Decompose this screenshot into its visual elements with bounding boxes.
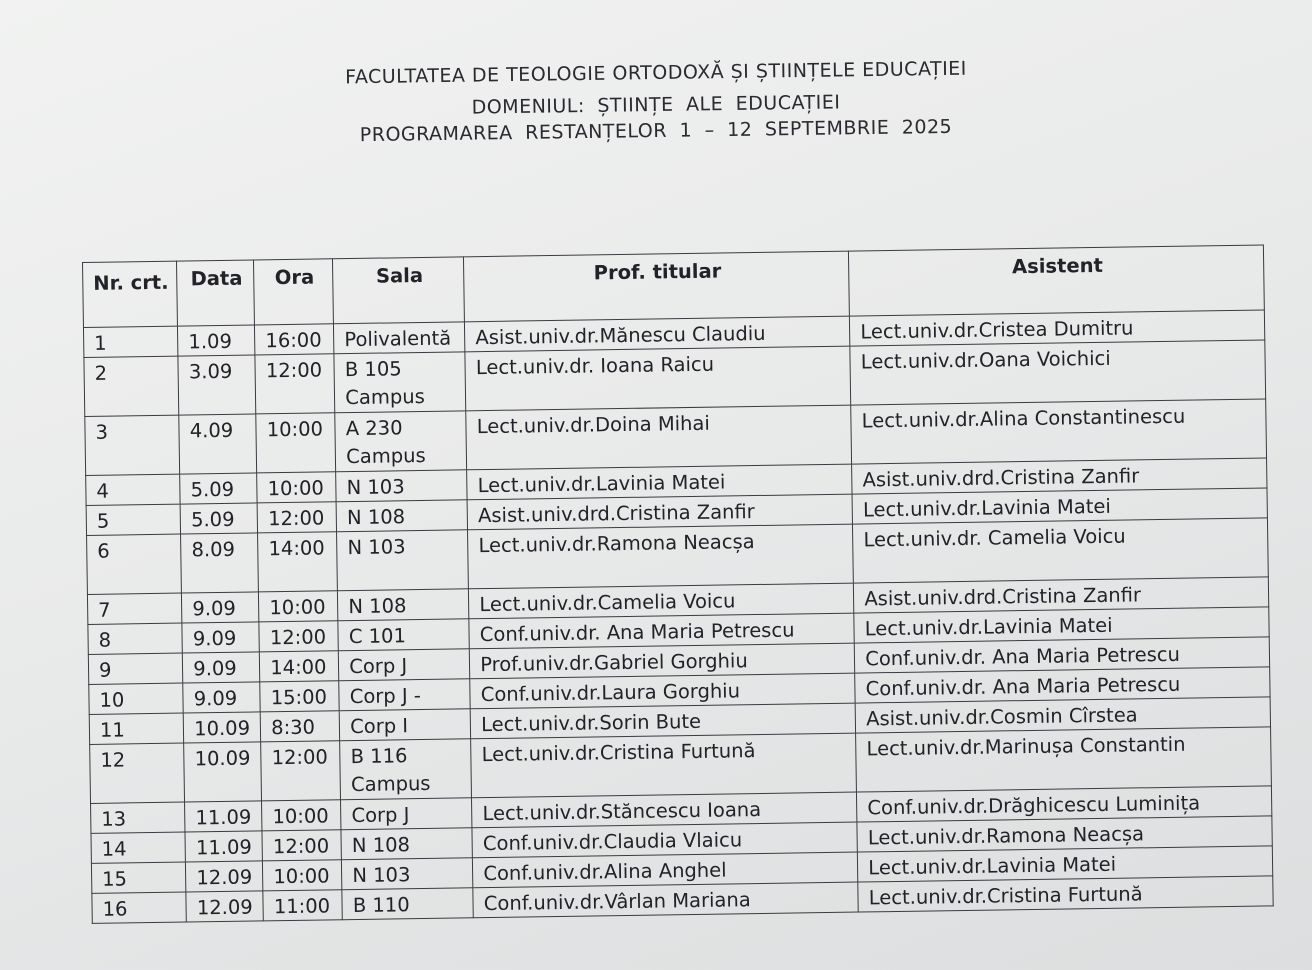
row-number: 13: [91, 802, 186, 833]
row-time: 10:00: [262, 800, 341, 831]
row-number: 5: [86, 504, 181, 535]
row-time: 10:00: [257, 472, 336, 503]
row-room: A 230 Campus: [335, 411, 467, 472]
row-assistant: Lect.univ.dr.Oana Voichici: [850, 340, 1266, 405]
row-time: 14:00: [258, 532, 338, 592]
schedule-table-container: [82, 244, 1274, 923]
row-assistant: Lect.univ.dr.Alina Constantinescu: [851, 399, 1267, 464]
row-number: 9: [88, 653, 183, 684]
row-time: 12:00: [255, 354, 335, 414]
row-time: 10:00: [263, 860, 342, 891]
row-time: 12:00: [257, 502, 336, 533]
row-assistant: Lect.univ.dr.Ramona Neacșa: [857, 816, 1272, 852]
row-assistant: Conf.univ.dr. Ana Maria Petrescu: [855, 637, 1270, 673]
row-professor: Conf.univ.dr.Alina Anghel: [473, 852, 858, 888]
row-time: 10:00: [256, 413, 336, 473]
row-date: 10.09: [183, 712, 260, 743]
schedule-table: [82, 244, 1274, 923]
row-room: N 108: [341, 828, 472, 860]
row-date: 11.09: [185, 801, 262, 832]
row-room: N 103: [336, 470, 467, 502]
row-date: 9.09: [183, 652, 260, 683]
row-professor: Conf.univ.dr.Laura Gorghiu: [470, 673, 855, 709]
row-professor: Lect.univ.dr.Sorin Bute: [470, 703, 855, 739]
row-assistant: Asist.univ.drd.Cristina Zanfir: [854, 577, 1269, 613]
row-date: 12.09: [186, 891, 263, 922]
row-room: B 105 Campus: [334, 352, 466, 413]
row-number: 4: [86, 474, 181, 505]
row-time: 11:00: [263, 890, 342, 921]
row-professor: Conf.univ.dr.Claudia Vlaicu: [472, 822, 857, 858]
row-assistant: Conf.univ.dr.Drăghicescu Luminița: [857, 786, 1272, 822]
column-header-ora: Ora: [254, 259, 334, 325]
row-date: 5.09: [180, 503, 257, 534]
row-professor: Lect.univ.dr.Camelia Voicu: [469, 583, 854, 619]
row-assistant: Lect.univ.dr.Lavinia Matei: [852, 488, 1267, 524]
row-number: 7: [87, 593, 182, 624]
column-header-prof-titular: Prof. titular: [464, 251, 850, 322]
row-time: 12:00: [259, 621, 338, 652]
row-assistant: Asist.univ.dr.Cosmin Cîrstea: [855, 697, 1270, 733]
row-room: B 110: [342, 888, 473, 920]
row-number: 15: [91, 862, 186, 893]
column-header-sala: Sala: [333, 257, 465, 324]
row-assistant: Asist.univ.drd.Cristina Zanfir: [852, 458, 1267, 494]
row-professor: Lect.univ.dr. Ioana Raicu: [465, 346, 851, 411]
row-assistant: Lect.univ.dr.Cristina Furtună: [858, 876, 1273, 912]
column-header-data: Data: [177, 260, 255, 326]
row-professor: Lect.univ.dr.Cristina Furtună: [471, 733, 857, 798]
row-date: 12.09: [186, 861, 263, 892]
row-professor: Conf.univ.dr. Ana Maria Petrescu: [469, 613, 854, 649]
row-professor: Conf.univ.dr.Vârlan Mariana: [473, 882, 858, 918]
row-assistant: Conf.univ.dr. Ana Maria Petrescu: [855, 667, 1270, 703]
row-date: 5.09: [180, 473, 257, 504]
row-room: N 103: [337, 530, 469, 591]
schedule-title: PROGRAMAREA RESTANȚELOR 1 – 12 SEPTEMBRIE 2025: [359, 115, 953, 147]
row-number: 8: [88, 623, 183, 654]
row-assistant: Lect.univ.dr. Camelia Voicu: [853, 518, 1269, 583]
row-date: 10.09: [184, 742, 262, 802]
row-number: 3: [85, 415, 180, 475]
row-room: N 108: [338, 589, 469, 621]
row-assistant: Lect.univ.dr.Cristea Dumitru: [850, 310, 1265, 346]
row-number: 2: [84, 356, 179, 416]
row-time: 12:00: [262, 830, 341, 861]
row-number: 10: [89, 683, 184, 714]
row-assistant: Lect.univ.dr.Marinușa Constantin: [856, 727, 1272, 792]
row-professor: Lect.univ.dr.Doina Mihai: [466, 405, 852, 470]
table-body: [83, 310, 1273, 923]
row-time: 12:00: [261, 741, 341, 801]
row-number: 12: [90, 743, 185, 803]
row-date: 1.09: [178, 325, 255, 356]
domain-title: DOMENIUL: ȘTIINȚE ALE EDUCAȚIEI: [471, 91, 841, 119]
row-date: 3.09: [178, 355, 256, 415]
row-time: 10:00: [259, 591, 338, 622]
row-date: 9.09: [182, 592, 259, 623]
row-room: Corp J: [341, 798, 472, 830]
row-date: 9.09: [182, 622, 259, 653]
row-room: Corp J: [339, 649, 470, 681]
row-room: Polivalentă: [334, 322, 465, 354]
row-date: 4.09: [179, 414, 257, 474]
row-professor: Lect.univ.dr.Lavinia Matei: [467, 464, 852, 500]
row-number: 14: [91, 832, 186, 863]
row-professor: Prof.univ.dr.Gabriel Gorghiu: [470, 643, 855, 679]
row-number: 1: [83, 326, 178, 357]
row-assistant: Lect.univ.dr.Lavinia Matei: [858, 846, 1273, 882]
row-room: Corp I: [339, 709, 470, 741]
row-time: 14:00: [260, 651, 339, 682]
row-time: 15:00: [260, 681, 339, 712]
row-number: 16: [92, 892, 187, 923]
row-date: 8.09: [181, 533, 259, 593]
row-professor: Asist.univ.dr.Mănescu Claudiu: [465, 316, 850, 352]
column-header-asistent: Asistent: [849, 245, 1265, 316]
row-room: Corp J -: [339, 679, 470, 711]
row-date: 11.09: [185, 831, 262, 862]
faculty-title: FACULTATEA DE TEOLOGIE ORTODOXĂ ȘI ȘTIINȚELE EDUCAȚIEI: [345, 57, 967, 89]
row-room: N 108: [336, 500, 467, 532]
row-time: 8:30: [260, 711, 339, 742]
row-room: N 103: [342, 858, 473, 890]
row-date: 9.09: [183, 682, 260, 713]
row-professor: Lect.univ.dr.Stăncescu Ioana: [472, 792, 857, 828]
row-room: C 101: [338, 619, 469, 651]
row-time: 16:00: [255, 324, 334, 355]
column-header-nr: Nr. crt.: [83, 261, 178, 327]
row-professor: Asist.univ.drd.Cristina Zanfir: [467, 494, 852, 530]
row-professor: Lect.univ.dr.Ramona Neacșa: [468, 524, 854, 589]
row-room: B 116 Campus: [340, 739, 472, 800]
row-number: 11: [89, 713, 184, 744]
row-assistant: Lect.univ.dr.Lavinia Matei: [854, 607, 1269, 643]
row-number: 6: [87, 534, 182, 594]
